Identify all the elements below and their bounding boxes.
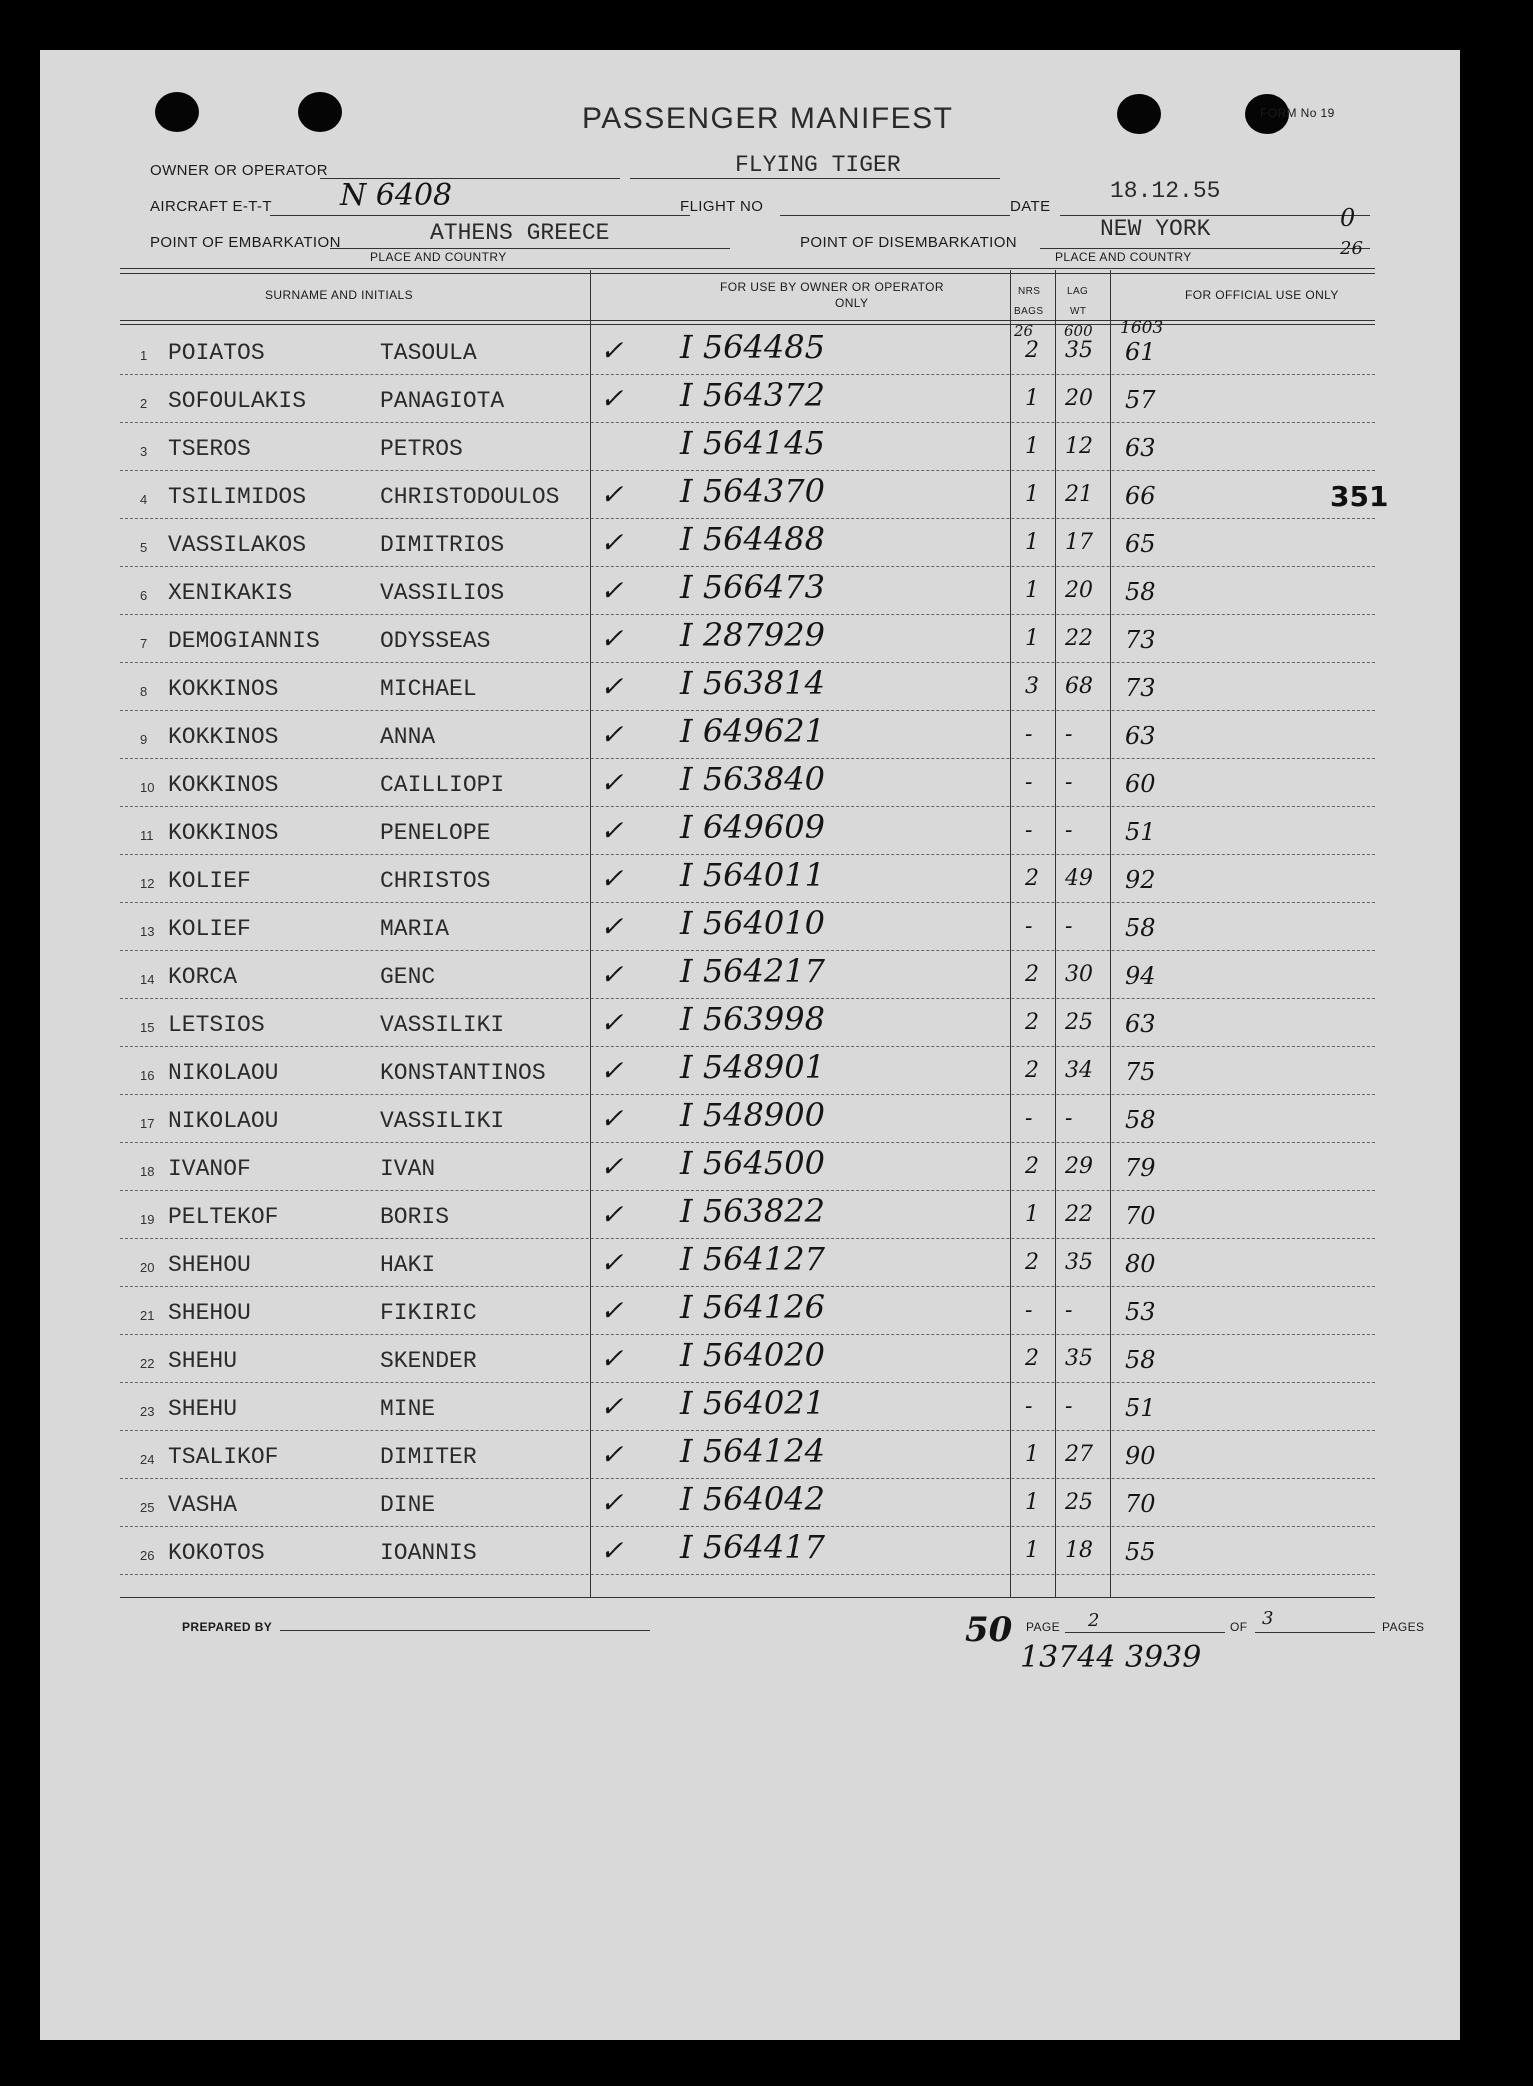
passenger-given-name: PENELOPE <box>380 820 491 846</box>
passenger-given-name: CAILLIOPI <box>380 772 505 798</box>
page-total: 3 <box>1262 1608 1274 1629</box>
official-entry: 75 <box>1125 1058 1156 1086</box>
document-number: I 564126 <box>680 1288 825 1326</box>
bag-weight: - <box>1065 1298 1073 1323</box>
document-number: I 564042 <box>680 1480 825 1518</box>
document-number: I 566473 <box>680 568 825 606</box>
bag-weight: 35 <box>1065 338 1093 363</box>
passenger-given-name: SKENDER <box>380 1348 477 1374</box>
row-number: 23 <box>140 1404 155 1419</box>
passenger-surname: NIKOLAOU <box>168 1060 279 1086</box>
row-number: 5 <box>140 540 148 555</box>
document-number: I 564372 <box>680 376 825 414</box>
passenger-surname: SHEHOU <box>168 1252 251 1278</box>
row-divider <box>120 1574 1375 1575</box>
official-entry: 73 <box>1125 674 1156 702</box>
punch-hole <box>298 92 342 132</box>
passenger-surname: IVANOF <box>168 1156 251 1182</box>
passenger-given-name: CHRISTOS <box>380 868 491 894</box>
document-number: I 564020 <box>680 1336 825 1374</box>
bag-count: 2 <box>1025 1250 1039 1275</box>
bag-count: 2 <box>1025 1058 1039 1083</box>
official-entry: 92 <box>1125 866 1156 894</box>
col-header-name: SURNAME AND INITIALS <box>265 288 414 302</box>
disembark-value: NEW YORK <box>1100 216 1211 242</box>
bag-count: 1 <box>1025 1490 1039 1515</box>
official-entry: 66 <box>1125 482 1156 510</box>
prepared-by-label: PREPARED BY <box>182 1620 273 1634</box>
official-entry: 90 <box>1125 1442 1156 1470</box>
row-divider <box>120 614 1375 615</box>
row-divider <box>120 518 1375 519</box>
flight-label: FLIGHT NO <box>680 198 764 215</box>
bag-weight: 20 <box>1065 386 1093 411</box>
passenger-given-name: ANNA <box>380 724 436 750</box>
passenger-given-name: VASSILIKI <box>380 1012 505 1038</box>
official-entry: 70 <box>1125 1490 1156 1518</box>
official-entry: 65 <box>1125 530 1156 558</box>
bag-weight: 25 <box>1065 1490 1093 1515</box>
bag-weight: 17 <box>1065 530 1093 555</box>
bag-weight: 22 <box>1065 1202 1093 1227</box>
row-number: 16 <box>140 1068 155 1083</box>
document-number: I 548900 <box>680 1096 825 1134</box>
official-entry: 58 <box>1125 1106 1156 1134</box>
row-divider <box>120 1478 1375 1479</box>
passenger-surname: VASHA <box>168 1492 238 1518</box>
passenger-surname: LETSIOS <box>168 1012 265 1038</box>
row-divider <box>120 566 1375 567</box>
row-divider <box>120 950 1375 951</box>
passenger-surname: TSALIKOF <box>168 1444 279 1470</box>
document-number: I 548901 <box>680 1048 825 1086</box>
corner-mark: 26 <box>1340 238 1363 259</box>
passenger-given-name: IVAN <box>380 1156 436 1182</box>
passenger-surname: XENIKAKIS <box>168 580 293 606</box>
document-number: I 564127 <box>680 1240 825 1278</box>
disembark-label: POINT OF DISEMBARKATION <box>800 234 1018 251</box>
owner-label: OWNER OR OPERATOR <box>150 162 328 179</box>
document-number: I 564011 <box>680 856 825 894</box>
owner-value: FLYING TIGER <box>735 152 901 178</box>
passenger-given-name: PANAGIOTA <box>380 388 505 414</box>
row-number: 9 <box>140 732 148 747</box>
row-number: 15 <box>140 1020 155 1035</box>
row-number: 4 <box>140 492 148 507</box>
official-entry: 53 <box>1125 1298 1156 1326</box>
document-number: I 564021 <box>680 1384 825 1422</box>
check-mark: ✓ <box>600 1390 624 1423</box>
check-mark: ✓ <box>600 1294 624 1327</box>
passenger-given-name: HAKI <box>380 1252 436 1278</box>
check-mark: ✓ <box>600 1150 624 1183</box>
passenger-surname: VASSILAKOS <box>168 532 307 558</box>
check-mark: ✓ <box>600 1438 624 1471</box>
bag-weight: - <box>1065 1106 1073 1131</box>
passenger-given-name: VASSILIOS <box>380 580 505 606</box>
row-divider <box>120 854 1375 855</box>
total-weight: 600 <box>1064 322 1093 340</box>
corner-mark: 0 <box>1340 204 1356 232</box>
document-number: I 564010 <box>680 904 825 942</box>
row-divider <box>120 1142 1375 1143</box>
passenger-surname: KOLIEF <box>168 916 251 942</box>
bag-count: - <box>1025 818 1033 843</box>
page-label: PAGE <box>1026 1620 1061 1634</box>
row-divider <box>120 422 1375 423</box>
check-mark: ✓ <box>600 862 624 895</box>
bag-weight: 34 <box>1065 1058 1093 1083</box>
bag-count: - <box>1025 722 1033 747</box>
passenger-surname: PELTEKOF <box>168 1204 279 1230</box>
row-number: 22 <box>140 1356 155 1371</box>
check-mark: ✓ <box>600 574 624 607</box>
bag-weight: - <box>1065 1394 1073 1419</box>
row-divider <box>120 1334 1375 1335</box>
official-entry: 58 <box>1125 914 1156 942</box>
row-divider <box>120 1190 1375 1191</box>
bag-weight: 21 <box>1065 482 1093 507</box>
place-country-label: PLACE AND COUNTRY <box>370 250 507 264</box>
passenger-given-name: BORIS <box>380 1204 450 1230</box>
page-number: 2 <box>1088 1610 1100 1631</box>
bag-count: 1 <box>1025 626 1039 651</box>
official-entry: 70 <box>1125 1202 1156 1230</box>
bag-weight: 20 <box>1065 578 1093 603</box>
bag-weight: 22 <box>1065 626 1093 651</box>
row-number: 2 <box>140 396 148 411</box>
passenger-surname: DEMOGIANNIS <box>168 628 320 654</box>
row-number: 10 <box>140 780 155 795</box>
check-mark: ✓ <box>600 1246 624 1279</box>
col-header-wt: LAG <box>1067 286 1089 297</box>
of-label: OF <box>1230 1620 1248 1634</box>
check-mark: ✓ <box>600 670 624 703</box>
check-mark: ✓ <box>600 334 624 367</box>
document-number: I 564217 <box>680 952 825 990</box>
check-mark: ✓ <box>600 958 624 991</box>
row-number: 7 <box>140 636 148 651</box>
bag-count: - <box>1025 914 1033 939</box>
passenger-given-name: VASSILIKI <box>380 1108 505 1134</box>
date-label: DATE <box>1010 198 1051 215</box>
passenger-given-name: DINE <box>380 1492 436 1518</box>
bag-weight: - <box>1065 770 1073 795</box>
check-mark: ✓ <box>600 910 624 943</box>
official-entry: 63 <box>1125 722 1156 750</box>
bag-count: 2 <box>1025 1346 1039 1371</box>
passenger-surname: TSILIMIDOS <box>168 484 307 510</box>
row-number: 1 <box>140 348 148 363</box>
passenger-surname: SOFOULAKIS <box>168 388 307 414</box>
bag-weight: 35 <box>1065 1346 1093 1371</box>
row-divider <box>120 1238 1375 1239</box>
date-value: 18.12.55 <box>1110 178 1221 204</box>
passenger-given-name: DIMITER <box>380 1444 477 1470</box>
check-mark: ✓ <box>600 1198 624 1231</box>
check-mark: ✓ <box>600 382 624 415</box>
check-mark: ✓ <box>600 622 624 655</box>
check-mark: ✓ <box>600 526 624 559</box>
check-mark: ✓ <box>600 1534 624 1567</box>
bag-count: - <box>1025 1394 1033 1419</box>
passenger-surname: NIKOLAOU <box>168 1108 279 1134</box>
bag-weight: 35 <box>1065 1250 1093 1275</box>
row-number: 6 <box>140 588 148 603</box>
passenger-surname: KOKKINOS <box>168 820 279 846</box>
document-number: I 563814 <box>680 664 825 702</box>
check-mark: ✓ <box>600 1342 624 1375</box>
punch-hole <box>1117 94 1161 134</box>
bag-count: 1 <box>1025 482 1039 507</box>
bag-weight: - <box>1065 722 1073 747</box>
bag-count: - <box>1025 1298 1033 1323</box>
row-number: 12 <box>140 876 155 891</box>
document-number: I 287929 <box>680 616 825 654</box>
passenger-given-name: MARIA <box>380 916 450 942</box>
document-number: I 649621 <box>680 712 825 750</box>
official-entry: 58 <box>1125 1346 1156 1374</box>
bag-count: 1 <box>1025 578 1039 603</box>
passenger-given-name: PETROS <box>380 436 463 462</box>
bag-weight: 25 <box>1065 1010 1093 1035</box>
bag-count: 3 <box>1025 674 1039 699</box>
page-stamp: 351 <box>1330 480 1389 513</box>
passenger-given-name: DIMITRIOS <box>380 532 505 558</box>
official-entry: 60 <box>1125 770 1156 798</box>
row-divider <box>120 710 1375 711</box>
document-number: I 564145 <box>680 424 825 462</box>
aircraft-value: N 6408 <box>340 178 453 213</box>
check-mark: ✓ <box>600 1006 624 1039</box>
embark-value: ATHENS GREECE <box>430 220 610 246</box>
passenger-surname: KOLIEF <box>168 868 251 894</box>
official-entry: 94 <box>1125 962 1156 990</box>
pages-label: PAGES <box>1382 1620 1425 1634</box>
row-divider <box>120 1526 1375 1527</box>
place-country-label: PLACE AND COUNTRY <box>1055 250 1192 264</box>
row-number: 24 <box>140 1452 155 1467</box>
passenger-surname: SHEHU <box>168 1396 238 1422</box>
passenger-surname: SHEHU <box>168 1348 238 1374</box>
check-mark: ✓ <box>600 478 624 511</box>
bag-weight: 29 <box>1065 1154 1093 1179</box>
bag-weight: - <box>1065 818 1073 843</box>
check-mark: ✓ <box>600 718 624 751</box>
document-number: I 649609 <box>680 808 825 846</box>
bag-weight: 49 <box>1065 866 1093 891</box>
passenger-given-name: FIKIRIC <box>380 1300 477 1326</box>
bag-weight: 27 <box>1065 1442 1093 1467</box>
official-entry: 79 <box>1125 1154 1156 1182</box>
document-number: I 564417 <box>680 1528 825 1566</box>
passenger-surname: KOKKINOS <box>168 772 279 798</box>
row-number: 13 <box>140 924 155 939</box>
passenger-given-name: GENC <box>380 964 436 990</box>
row-number: 17 <box>140 1116 155 1131</box>
document-number: I 563840 <box>680 760 825 798</box>
passenger-surname: KOKKINOS <box>168 724 279 750</box>
row-number: 19 <box>140 1212 155 1227</box>
bag-count: 1 <box>1025 1202 1039 1227</box>
row-divider <box>120 1094 1375 1095</box>
check-mark: ✓ <box>600 766 624 799</box>
official-entry: 51 <box>1125 1394 1156 1422</box>
check-mark: ✓ <box>600 1486 624 1519</box>
bag-count: 2 <box>1025 1010 1039 1035</box>
bag-weight: 68 <box>1065 674 1093 699</box>
bag-count: 2 <box>1025 962 1039 987</box>
check-mark: ✓ <box>600 1102 624 1135</box>
bag-count: - <box>1025 770 1033 795</box>
passenger-given-name: TASOULA <box>380 340 477 366</box>
document-number: I 564370 <box>680 472 825 510</box>
col-header-bags: BAGS <box>1014 306 1044 317</box>
form-number: FORM No 19 <box>1260 106 1335 120</box>
passenger-given-name: ODYSSEAS <box>380 628 491 654</box>
row-number: 26 <box>140 1548 155 1563</box>
row-divider <box>120 902 1375 903</box>
check-mark: ✓ <box>600 1054 624 1087</box>
passenger-surname: KOKOTOS <box>168 1540 265 1566</box>
official-entry: 57 <box>1125 386 1156 414</box>
passenger-given-name: KONSTANTINOS <box>380 1060 546 1086</box>
punch-hole <box>155 92 199 132</box>
bag-count: 2 <box>1025 866 1039 891</box>
bag-weight: 12 <box>1065 434 1093 459</box>
bag-count: 1 <box>1025 530 1039 555</box>
bag-weight: 30 <box>1065 962 1093 987</box>
passenger-surname: KOKKINOS <box>168 676 279 702</box>
col-header-official: FOR OFFICIAL USE ONLY <box>1185 288 1339 302</box>
official-entry: 80 <box>1125 1250 1156 1278</box>
col-header-owner: FOR USE BY OWNER OR OPERATOR <box>720 280 944 294</box>
manifest-page <box>40 50 1460 2040</box>
bag-count: 1 <box>1025 386 1039 411</box>
row-divider <box>120 1382 1375 1383</box>
bag-count: 2 <box>1025 338 1039 363</box>
row-divider <box>120 1430 1375 1431</box>
row-divider <box>120 374 1375 375</box>
row-number: 14 <box>140 972 155 987</box>
bag-count: 1 <box>1025 1442 1039 1467</box>
row-number: 11 <box>140 828 154 843</box>
passenger-given-name: MICHAEL <box>380 676 477 702</box>
passenger-surname: KORCA <box>168 964 238 990</box>
row-number: 25 <box>140 1500 155 1515</box>
passenger-given-name: CHRISTODOULOS <box>380 484 560 510</box>
document-number: I 563998 <box>680 1000 825 1038</box>
passenger-given-name: MINE <box>380 1396 436 1422</box>
aircraft-label: AIRCRAFT E-T-T <box>150 198 272 215</box>
row-number: 8 <box>140 684 148 699</box>
official-entry: 63 <box>1125 434 1156 462</box>
row-divider <box>120 1286 1375 1287</box>
passenger-surname: POIATOS <box>168 340 265 366</box>
passenger-surname: TSEROS <box>168 436 251 462</box>
row-number: 21 <box>140 1308 155 1323</box>
official-entry: 55 <box>1125 1538 1156 1566</box>
official-entry: 58 <box>1125 578 1156 606</box>
total-official: 1603 <box>1120 318 1164 338</box>
official-entry: 63 <box>1125 1010 1156 1038</box>
col-header-bags: NRS <box>1018 286 1041 297</box>
row-divider <box>120 806 1375 807</box>
bag-weight: - <box>1065 914 1073 939</box>
row-divider <box>120 470 1375 471</box>
total-bags: 26 <box>1014 322 1034 340</box>
page-title: PASSENGER MANIFEST <box>582 102 954 135</box>
check-mark: ✓ <box>600 814 624 847</box>
row-divider <box>120 662 1375 663</box>
bag-count: 1 <box>1025 1538 1039 1563</box>
bag-count: 2 <box>1025 1154 1039 1179</box>
passenger-given-name: IOANNIS <box>380 1540 477 1566</box>
document-number: I 564124 <box>680 1432 825 1470</box>
bag-count: 1 <box>1025 434 1039 459</box>
row-divider <box>120 1046 1375 1047</box>
stamp-number: 50 <box>965 1610 1013 1650</box>
document-number: I 564488 <box>680 520 825 558</box>
row-divider <box>120 998 1375 999</box>
official-entry: 73 <box>1125 626 1156 654</box>
col-header-owner-only: ONLY <box>835 296 869 310</box>
document-number: I 563822 <box>680 1192 825 1230</box>
bag-weight: 18 <box>1065 1538 1093 1563</box>
row-divider <box>120 758 1375 759</box>
reference-number: 13744 3939 <box>1020 1640 1202 1675</box>
row-number: 3 <box>140 444 148 459</box>
document-number: I 564500 <box>680 1144 825 1182</box>
embark-label: POINT OF EMBARKATION <box>150 234 341 251</box>
official-entry: 61 <box>1125 338 1156 366</box>
bag-count: - <box>1025 1106 1033 1131</box>
passenger-surname: SHEHOU <box>168 1300 251 1326</box>
row-number: 20 <box>140 1260 155 1275</box>
row-number: 18 <box>140 1164 155 1179</box>
document-number: I 564485 <box>680 328 825 366</box>
official-entry: 51 <box>1125 818 1156 846</box>
col-header-wt: WT <box>1070 306 1087 317</box>
